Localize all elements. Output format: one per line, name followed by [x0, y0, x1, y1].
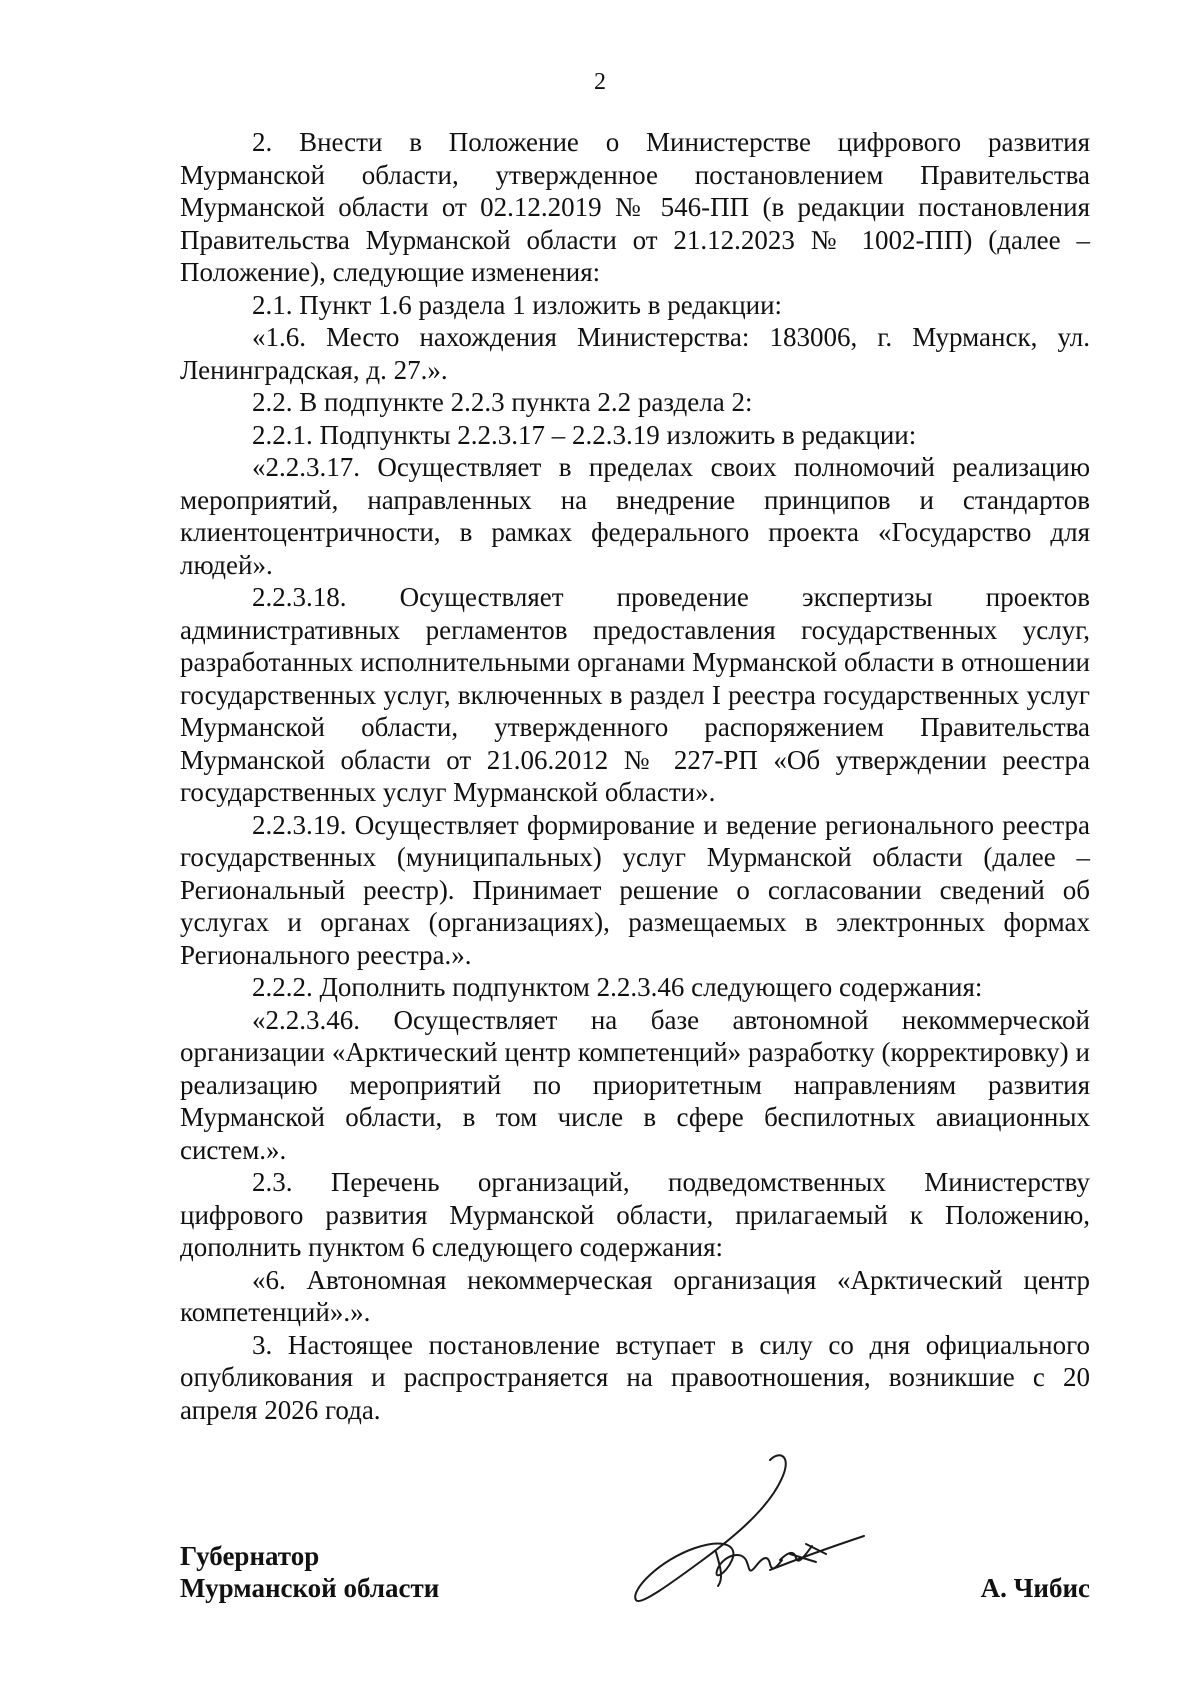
signatory-title-line2: Мурманской области: [180, 1573, 440, 1603]
paragraph: 2. Внести в Положение о Министерстве цифрового развития Мурманской области, утвержденное постановлением Правительства Мурманской области от 02.12.2019 № 546-ПП (в редакции постановления Правительства Мурманской области от 21.12.2023 № 1002-ПП) (далее – Положение), следующие изменения:: [180, 127, 1090, 287]
paragraph: «2.2.3.46. Осуществляет на базе автономной некоммерческой организации «Арктический центр компетенций» разработку (корректировку) и реализацию мероприятий по приоритетным направлениям развития Мурманской области, в том числе в сфере беспилотных авиационных систем.».: [180, 1004, 1090, 1165]
page-number: 2: [594, 69, 606, 95]
paragraph: 2.2. В подпункте 2.2.3 пункта 2.2 раздела 2:: [252, 387, 753, 417]
paragraph: 2.2.1. Подпункты 2.2.3.17 – 2.2.3.19 изложить в редакции:: [252, 419, 917, 450]
paragraph: 2.2.3.18. Осуществляет проведение экспертизы проектов административных регламентов предоставления государственных услуг, разработанных исполнительными органами Мурманской области в отношении государственных услуг, включенных в раздел I реестра государственных услуг Мурманской области, утвержденного распоряжением Правительства Мурманской области от 21.06.2012 № 227-РП «Об утверждении реестра государственных услуг Мурманской области».: [180, 582, 1090, 807]
signature-block: [180, 1540, 1090, 1650]
handwritten-signature: [620, 1450, 870, 1620]
paragraph: 2.3. Перечень организаций, подведомственных Министерству цифрового развития Мурманской области, прилагаемый к Положению, дополнить пунктом 6 следующего содержания:: [180, 1167, 1090, 1262]
signatory-name: А. Чибис: [980, 1573, 1090, 1603]
paragraph: 2.2.3.19. Осуществляет формирование и ведение регионального реестра государственных (муниципальных) услуг Мурманской области (далее – Региональный реестр). Принимает решение о согласовании сведений об услугах и органах (организациях), размещаемых в электронных формах Регионального реестра.».: [180, 809, 1090, 970]
document-body: [180, 126, 1090, 1426]
paragraph: «1.6. Место нахождения Министерства: 183006, г. Мурманск, ул. Ленинградская, д. 27.».: [180, 322, 1090, 385]
signatory-title: [180, 1540, 439, 1604]
paragraph: 2.1. Пункт 1.6 раздела 1 изложить в редакции:: [252, 289, 783, 320]
signatory-title-line1: Губернатор: [180, 1541, 320, 1571]
paragraph: «2.2.3.17. Осуществляет в пределах своих полномочий реализацию мероприятий, направленных на внедрение принципов и стандартов клиентоцентричности, в рамках федерального проекта «Государство для людей».: [180, 452, 1090, 580]
paragraph: 3. Настоящее постановление вступает в силу со дня официального опубликования и распространяется на правоотношения, возникшие с 20 апреля 2026 года.: [180, 1329, 1090, 1425]
paragraph: 2.2.2. Дополнить подпунктом 2.2.3.46 следующего содержания:: [252, 972, 983, 1002]
paragraph: «6. Автономная некоммерческая организация «Арктический центр компетенций».».: [180, 1264, 1090, 1327]
